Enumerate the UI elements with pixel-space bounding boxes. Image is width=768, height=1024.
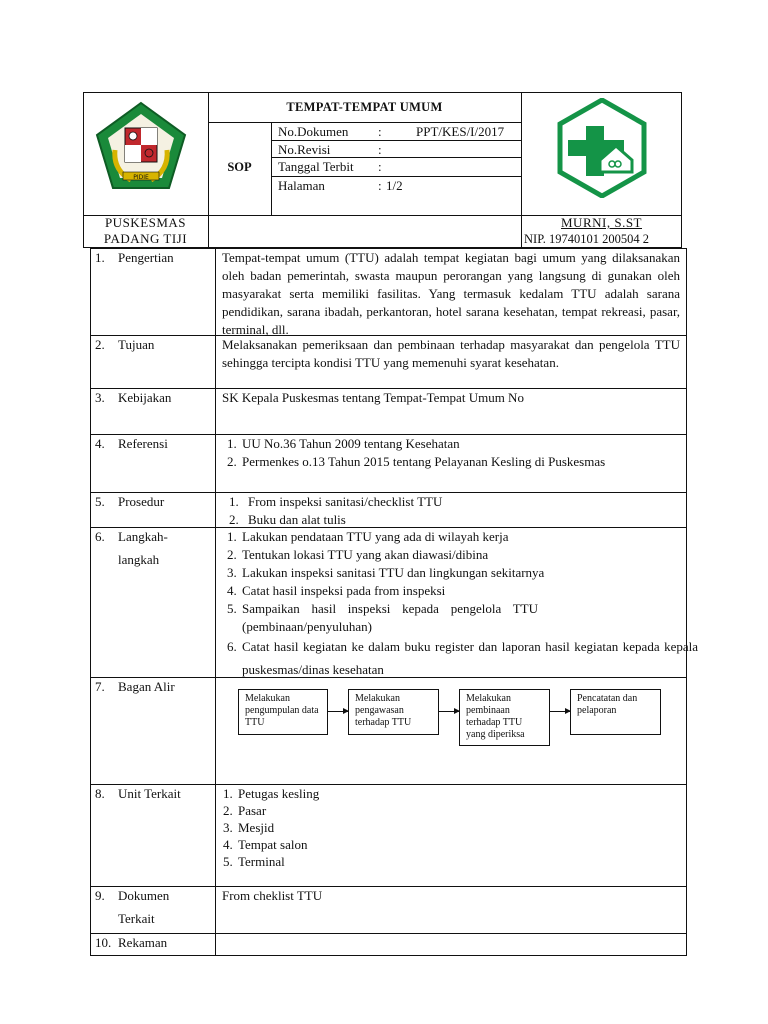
meta-value-dokumen: PPT/KES/I/2017 [416,124,505,139]
list-item: 2. Pasar [236,802,694,819]
org-name-line2: PADANG TIJI [103,231,188,246]
row-label-pengertian: Pengertian [118,250,174,265]
row-label-tujuan: Tujuan [118,337,155,352]
flow-arrow [439,711,459,712]
list-item: 5. Terminal [236,853,694,870]
row-label-unit: Unit Terkait [118,786,181,801]
referensi-list [222,435,698,471]
flow-step-2: Melakukan pengawasan terhadap TTU [348,689,439,735]
list-item: 2. Permenkes o.13 Tahun 2015 tentang Pelayanan Kesling di Puskesmas [240,453,698,471]
body-column-divider [215,248,216,956]
flow-arrow [328,711,348,712]
row-label-kebijakan: Kebijakan [118,390,172,405]
row-number: 5. [95,494,105,509]
row-number: 10. [95,935,112,950]
signer-name: MURNI, S.ST [561,215,642,230]
prosedur-list [220,493,702,529]
row-label-langkah-2: langkah [118,552,160,567]
row-number: 2. [95,337,105,352]
meta-colon-halaman: : [378,178,382,193]
list-item: 3. Lakukan inspeksi sanitasi TTU dan lingkungan sekitarnya [240,564,698,582]
pengertian-text: Tempat-tempat umum (TTU) adalah tempat kegiatan bagi umum yang dilaksanakan oleh badan pemerintah, swasta maupun perorangan yang langsung di gunakan oleh masyarakat serta memiliki fasilitas. Yang termasuk kedalam TTU adalah sarana pendidikan, sarana ibadah, perkantoran, hotel sarana kesehatan, tempat rekreasi, pasar, terminal, dll. [222,250,680,337]
list-item: 1. From inspeksi sanitasi/checklist TTU [242,493,702,511]
meta-colon-dokumen: : [378,124,382,139]
row-number: 8. [95,786,105,801]
meta-value-halaman: 1/2 [386,178,403,193]
flow-step-1: Melakukan pengumpulan data TTU [238,689,328,735]
sop-label: SOP [227,160,252,174]
list-item: 3. Mesjid [236,819,694,836]
kebijakan-text: SK Kepala Puskesmas tentang Tempat-Tempat Umum No [222,390,524,405]
dokumen-text: From cheklist TTU [222,888,323,903]
signer-nip: NIP. 19740101 200504 2 [524,232,650,246]
list-item: 4. Catat hasil inspeksi pada from inspeksi [240,582,698,600]
row-number: 3. [95,390,105,405]
list-item: 1. Petugas kesling [236,785,694,802]
row-label-bagan: Bagan Alir [118,679,175,694]
sop-divider [271,122,272,215]
row-label-referensi: Referensi [118,436,168,451]
row-number: 7. [95,679,105,694]
meta-label-halaman: Halaman [278,178,325,193]
row-divider [90,933,687,934]
meta-label-tanggal: Tanggal Terbit [278,159,354,174]
row-label-dokumen: Dokumen [118,888,170,903]
unit-list [222,785,694,870]
flow-step-3: Melakukan pembinaan terhadap TTU yang diperiksa [459,689,550,746]
list-item: 2. Tentukan lokasi TTU yang akan diawasi/dibina [240,546,698,564]
row-number: 9. [95,888,105,903]
row-number: 6. [95,529,105,544]
puskesmas-cross-logo [552,98,652,198]
meta-label-dokumen: No.Dokumen [278,124,349,139]
list-item: 1. UU No.36 Tahun 2009 tentang Kesehatan [240,435,698,453]
list-item: 4. Tempat salon [236,836,694,853]
row-divider [90,886,687,887]
row-number: 4. [95,436,105,451]
meta-colon-revisi: : [378,142,382,157]
list-item: 5. Sampaikan hasil inspeksi kepada pengelola TTU (pembinaan/penyuluhan) [240,600,698,636]
list-item: 1. Lakukan pendataan TTU yang ada di wilayah kerja [240,528,698,546]
flow-step-4: Pencatatan dan pelaporan [570,689,661,735]
row-label-rekaman: Rekaman [118,935,168,950]
row-number: 1. [95,250,105,265]
meta-colon-tanggal: : [378,159,382,174]
flow-arrow [550,711,570,712]
logo-text: PIDIE [133,174,149,181]
list-item: 2. Buku dan alat tulis [242,511,702,529]
row-label-dokumen-2: Terkait [118,911,155,926]
meta-label-revisi: No.Revisi [278,142,331,157]
row-label-langkah: Langkah- [118,529,168,544]
document-title: TEMPAT-TEMPAT UMUM [286,100,443,114]
list-item: 6. Catat hasil kegiatan ke dalam buku register dan laporan hasil kegiatan kepada kepala puskesmas/dinas kesehatan [240,635,698,681]
langkah-list [222,528,698,681]
pidie-regency-logo [93,100,189,196]
tujuan-text: Melaksanakan pemeriksaan dan pembinaan terhadap masyarakat dan pengelola TTU sehingga tercipta kondisi TTU yang memenuhi syarat kesehatan. [222,337,680,370]
org-name-line1: PUSKESMAS [104,215,187,230]
row-label-prosedur: Prosedur [118,494,165,509]
